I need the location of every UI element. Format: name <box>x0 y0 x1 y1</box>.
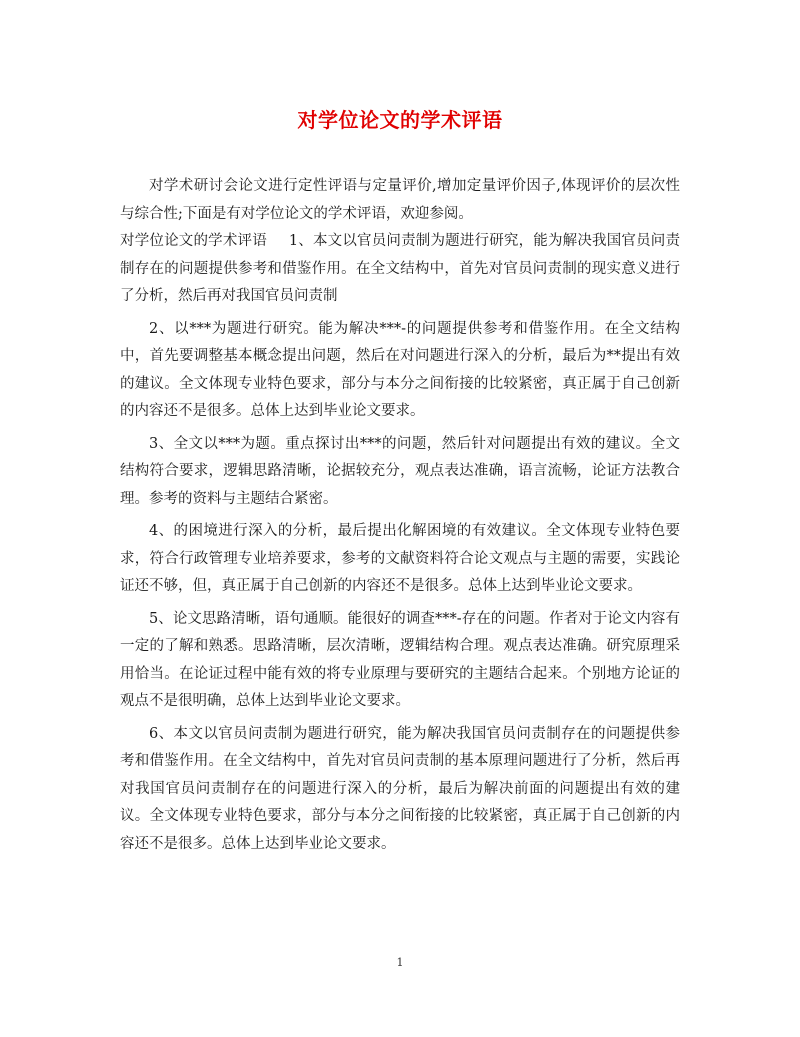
paragraph-4: 4、的困境进行深入的分析，最后提出化解困境的有效建议。全文体现专业特色要求，符合行政管理专业培养要求，参考的文献资料符合论文观点与主题的需要，实践论证还不够，但，真正属于自己创新的内容还不是很多。总体上达到毕业论文要求。 <box>120 523 680 594</box>
document-body <box>120 173 680 863</box>
section-label: 对学位论文的学术评语 <box>120 233 267 249</box>
intro-paragraph: 对学术研讨会论文进行定性评语与定量评价,增加定量评价因子,体现评价的层次性与综合性;下面是有对学位论文的学术评语，欢迎参阅。 <box>120 178 680 222</box>
paragraph-6: 6、本文以官员问责制为题进行研究，能为解决我国官员问责制存在的问题提供参考和借鉴作用。在全文结构中，首先对官员问责制的基本原理问题进行了分析，然后再对我国官员问责制存在的问题进行深入的分析，最后为解决前面的问题提出有效的建议。全文体现专业特色要求，部分与本分之间衔接的比较紧密，真正属于自己创新的内容还不是很多。总体上达到毕业论文要求。 <box>120 725 680 852</box>
document-title: 对学位论文的学术评语 <box>297 108 503 132</box>
paragraph-3: 3、全文以***为题。重点探讨出***的问题，然后针对问题提出有效的建议。全文结构符合要求，逻辑思路清晰，论据较充分，观点表达准确，语言流畅，论证方法教合理。参考的资料与主题结合紧密。 <box>120 435 680 507</box>
paragraph-1-text: 1、本文以官员问责制为题进行研究，能为解决我国官员问责制存在的问题提供参考和借鉴作用。在全文结构中，首先对官员问责制的现实意义进行了分析，然后再对我国官员问责制 <box>120 233 680 304</box>
page-number: 1 <box>396 956 404 969</box>
paragraph-5: 5、论文思路清晰，语句通顺。能很好的调查***-存在的问题。作者对于论文内容有一定的了解和熟悉。思路清晰，层次清晰，逻辑结构合理。观点表达准确。研究原理采用恰当。在论证过程中能有效的将专业原理与要研究的主题结合起来。个别地方论证的观点不是很明确，总体上达到毕业论文要求。 <box>120 610 680 709</box>
paragraph-2: 2、以***为题进行研究。能为解决***-的问题提供参考和借鉴作用。在全文结构中，首先要调整基本概念提出问题，然后在对问题进行深入的分析，最后为**提出有效的建议。全文体现专业特色要求，部分与本分之间衔接的比较紧密，真正属于自己创新的内容还不是很多。总体上达到毕业论文要求。 <box>120 320 680 419</box>
paragraph-1 <box>120 228 680 311</box>
